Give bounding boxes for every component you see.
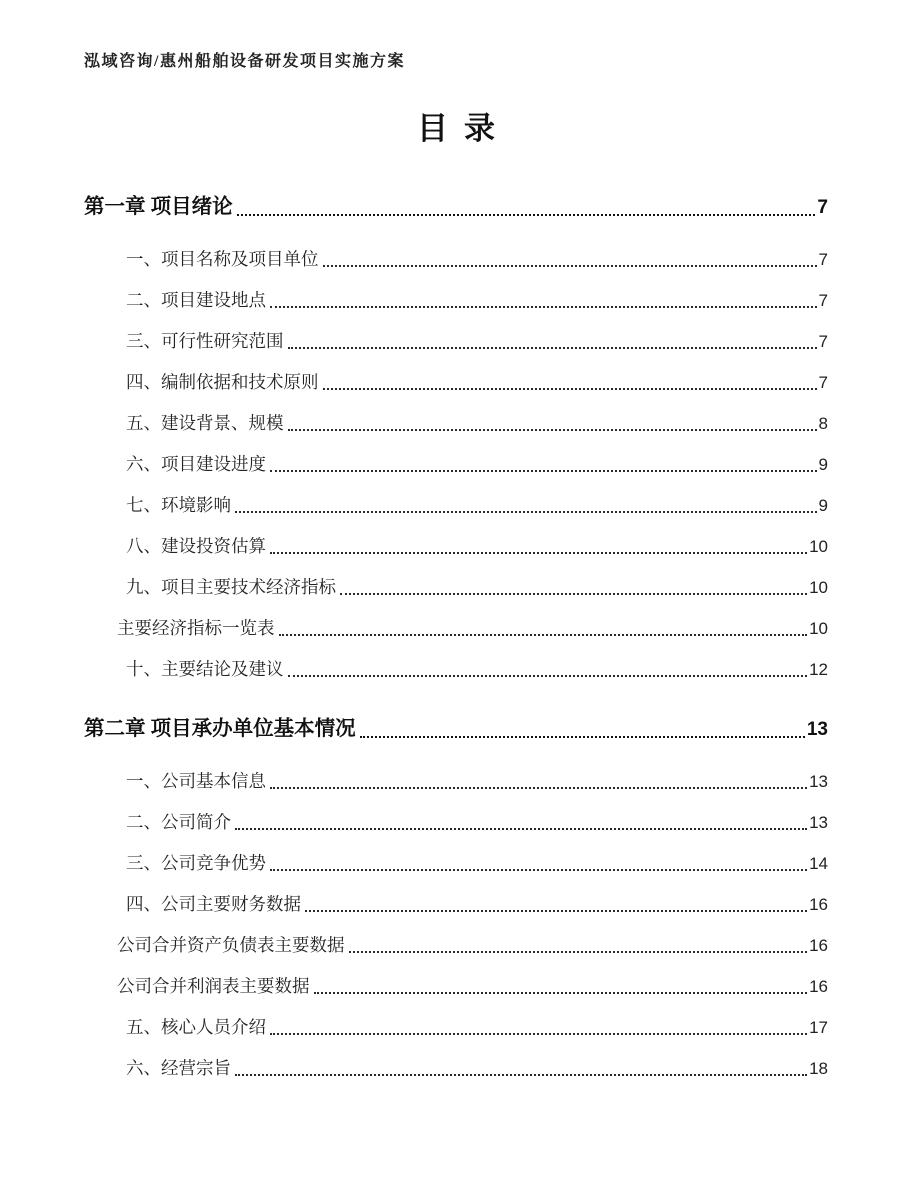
dot-leader <box>360 736 805 738</box>
toc-item-entry[interactable] <box>84 925 828 966</box>
toc-item-entry[interactable] <box>84 321 828 362</box>
toc-entry-page: 13 <box>809 772 828 791</box>
toc-entry-label: 主要经济指标一览表 <box>117 618 275 638</box>
toc-item-entry[interactable] <box>84 884 828 925</box>
dot-leader <box>235 1074 807 1076</box>
dot-leader <box>270 470 817 472</box>
toc-item-entry[interactable] <box>84 802 828 843</box>
toc-entry-label: 五、建设背景、规模 <box>126 413 284 433</box>
dot-leader <box>323 388 817 390</box>
document-header-text: 泓域咨询/惠州船舶设备研发项目实施方案 <box>84 53 405 70</box>
toc-entry-page: 7 <box>818 291 828 310</box>
toc-item-entry[interactable] <box>84 761 828 802</box>
toc-entry-page: 9 <box>818 455 828 474</box>
toc-entry-page: 12 <box>809 660 828 679</box>
toc-entry-page: 16 <box>809 977 828 996</box>
dot-leader <box>349 951 808 953</box>
dot-leader <box>270 869 807 871</box>
document-header <box>84 50 828 74</box>
toc-entry-page: 10 <box>809 619 828 638</box>
toc-entry-page: 10 <box>809 578 828 597</box>
toc-entry-label: 一、项目名称及项目单位 <box>126 249 319 269</box>
toc-entry-page: 16 <box>809 895 828 914</box>
toc-entry-label: 九、项目主要技术经济指标 <box>126 577 336 597</box>
toc-entry-label: 五、核心人员介绍 <box>126 1017 266 1037</box>
toc-entry-label: 公司合并资产负债表主要数据 <box>117 935 345 955</box>
toc-entry-label: 四、公司主要财务数据 <box>126 894 301 914</box>
toc-chapter-entry[interactable] <box>84 184 828 231</box>
toc-entry-label: 六、项目建设进度 <box>126 454 266 474</box>
dot-leader <box>270 1033 807 1035</box>
dot-leader <box>288 429 817 431</box>
toc-entry-page: 14 <box>809 854 828 873</box>
dot-leader <box>288 675 808 677</box>
toc-item-entry[interactable] <box>84 649 828 690</box>
dot-leader <box>237 214 816 216</box>
toc-entry-label: 三、可行性研究范围 <box>126 331 284 351</box>
dot-leader <box>270 306 817 308</box>
dot-leader <box>270 787 807 789</box>
toc-entry-label: 一、公司基本信息 <box>126 771 266 791</box>
toc-entry-page: 17 <box>809 1018 828 1037</box>
toc-chapter-entry[interactable] <box>84 706 828 753</box>
toc-entry-label: 七、环境影响 <box>126 495 231 515</box>
toc-entry-page: 7 <box>818 332 828 351</box>
toc-entry-page: 9 <box>818 496 828 515</box>
dot-leader <box>288 347 817 349</box>
toc-item-entry[interactable] <box>84 280 828 321</box>
toc-entry-label: 二、公司简介 <box>126 812 231 832</box>
dot-leader <box>305 910 807 912</box>
dot-leader <box>314 992 808 994</box>
toc-entry-label: 六、经营宗旨 <box>126 1058 231 1078</box>
toc-entry-page: 16 <box>809 936 828 955</box>
toc-entry-label: 公司合并利润表主要数据 <box>117 976 310 996</box>
dot-leader <box>340 593 807 595</box>
toc-item-entry[interactable] <box>84 843 828 884</box>
toc-item-entry[interactable] <box>84 485 828 526</box>
toc-entry-page: 7 <box>818 373 828 392</box>
toc-entry-label: 二、项目建设地点 <box>126 290 266 310</box>
toc-item-entry[interactable] <box>84 1007 828 1048</box>
toc-entry-label: 八、建设投资估算 <box>126 536 266 556</box>
toc-entry-page: 7 <box>817 197 828 218</box>
toc-entry-page: 13 <box>809 813 828 832</box>
toc-entry-page: 13 <box>806 719 828 740</box>
toc-title: 目录 <box>417 111 511 146</box>
toc-entry-label: 三、公司竞争优势 <box>126 853 266 873</box>
toc-item-entry[interactable] <box>84 966 828 1007</box>
toc-item-entry[interactable] <box>84 362 828 403</box>
toc-item-entry[interactable] <box>84 239 828 280</box>
toc-entry-label: 第一章 项目绪论 <box>84 196 233 218</box>
dot-leader <box>270 552 807 554</box>
toc-entry-label: 十、主要结论及建议 <box>126 659 284 679</box>
toc-item-entry[interactable] <box>84 526 828 567</box>
toc-entry-page: 18 <box>809 1059 828 1078</box>
dot-leader <box>279 634 808 636</box>
toc-entry-label: 四、编制依据和技术原则 <box>126 372 319 392</box>
dot-leader <box>235 511 817 513</box>
toc-entry-label: 第二章 项目承办单位基本情况 <box>84 718 356 740</box>
table-of-contents <box>84 184 828 1089</box>
toc-entry-page: 10 <box>809 537 828 556</box>
dot-leader <box>235 828 807 830</box>
toc-item-entry[interactable] <box>84 567 828 608</box>
toc-item-entry[interactable] <box>84 403 828 444</box>
toc-item-entry[interactable] <box>84 444 828 485</box>
toc-item-entry[interactable] <box>84 608 828 649</box>
dot-leader <box>323 265 817 267</box>
toc-item-entry[interactable] <box>84 1048 828 1089</box>
toc-entry-page: 8 <box>818 414 828 433</box>
toc-entry-page: 7 <box>818 250 828 269</box>
